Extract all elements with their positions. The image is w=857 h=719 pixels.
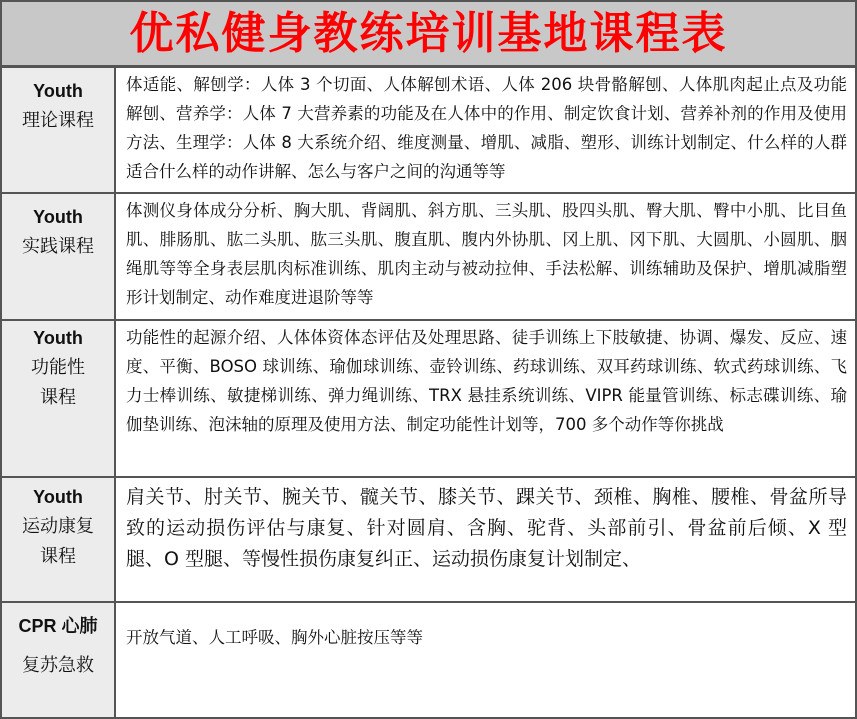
table-row: [1, 602, 856, 718]
course-label-line: 复苏急救: [22, 655, 94, 676]
course-label-cell: [1, 67, 115, 193]
course-label-en: Youth: [33, 81, 83, 101]
course-description: 体测仪身体成分分析、胸大肌、背阔肌、斜方肌、三头肌、股四头肌、臀大肌、臀中小肌、比目鱼肌、腓肠肌、肱二头肌、肱三头肌、腹直肌、腹内外协肌、冈上肌、冈下肌、大圆肌、小圆肌、胭绳肌等等全身表层肌肉标准训练、肌肉主动与被动拉伸、手法松解、训练辅助及保护、增肌减脂塑形计划制定、动作难度进退阶等等: [126, 201, 847, 307]
course-label-cell: [1, 477, 115, 602]
table-row: [1, 67, 856, 193]
course-label-en: CPR 心肺: [18, 616, 98, 636]
course-description-cell: [115, 602, 856, 718]
course-description-cell: [115, 193, 856, 320]
table-row: [1, 193, 856, 320]
course-description: 体适能、解刨学：人体 3 个切面、人体解刨术语、人体 206 块骨骼解刨、人体肌肉起止点及功能解刨、营养学：人体 7 大营养素的功能及在人体中的作用、制定饮食计划、营养补剂的作用及使用方法、生理学：人体 8 大系统介绍、维度测量、增肌、减脂、塑形、训练计划制定、什么样的人群适合什么样的动作讲解、怎么与客户之间的沟通等等: [126, 75, 847, 181]
course-label-cell: [1, 602, 115, 718]
table-row: [1, 320, 856, 477]
course-label-en: Youth: [33, 487, 83, 507]
course-label-en: Youth: [33, 207, 83, 227]
course-description: 功能性的起源介绍、人体体资体态评估及处理思路、徒手训练上下肢敏捷、协调、爆发、反应、速度、平衡、BOSO 球训练、瑜伽球训练、壶铃训练、药球训练、双耳药球训练、软式药球训练、飞力士棒训练、敏捷梯训练、弹力绳训练、TRX 悬挂系统训练、VIPR 能量管训练、标志碟训练、瑜伽垫训练、泡沫轴的原理及使用方法、制定功能性计划等，700 多个动作等你挑战: [126, 328, 847, 434]
course-label-cell: [1, 193, 115, 320]
course-description-cell: [115, 320, 856, 477]
course-description: 开放气道、人工呼吸、胸外心脏按压等等: [126, 628, 423, 647]
course-label-line: 运动康复: [22, 516, 94, 537]
course-table: [0, 66, 857, 719]
course-label-line: 功能性: [31, 357, 85, 378]
title-bar: [0, 0, 857, 67]
course-description-cell: [115, 67, 856, 193]
course-label-line: 实践课程: [22, 236, 94, 257]
table-row: [1, 477, 856, 602]
course-description-cell: [115, 477, 856, 602]
course-label-line: 课程: [40, 546, 76, 567]
course-label-cell: [1, 320, 115, 477]
course-label-line: 理论课程: [22, 110, 94, 131]
page-title: 优私健身教练培训基地课程表: [129, 7, 728, 59]
course-label-line: 课程: [40, 387, 76, 408]
course-label-en: Youth: [33, 328, 83, 348]
course-description: 肩关节、肘关节、腕关节、髋关节、膝关节、踝关节、颈椎、胸椎、腰椎、骨盆所导致的运动损伤评估与康复、针对圆肩、含胸、驼背、头部前引、骨盆前后倾、X 型腿、O 型腿、等慢性损伤康复纠正、运动损伤康复计划制定、: [126, 486, 847, 570]
